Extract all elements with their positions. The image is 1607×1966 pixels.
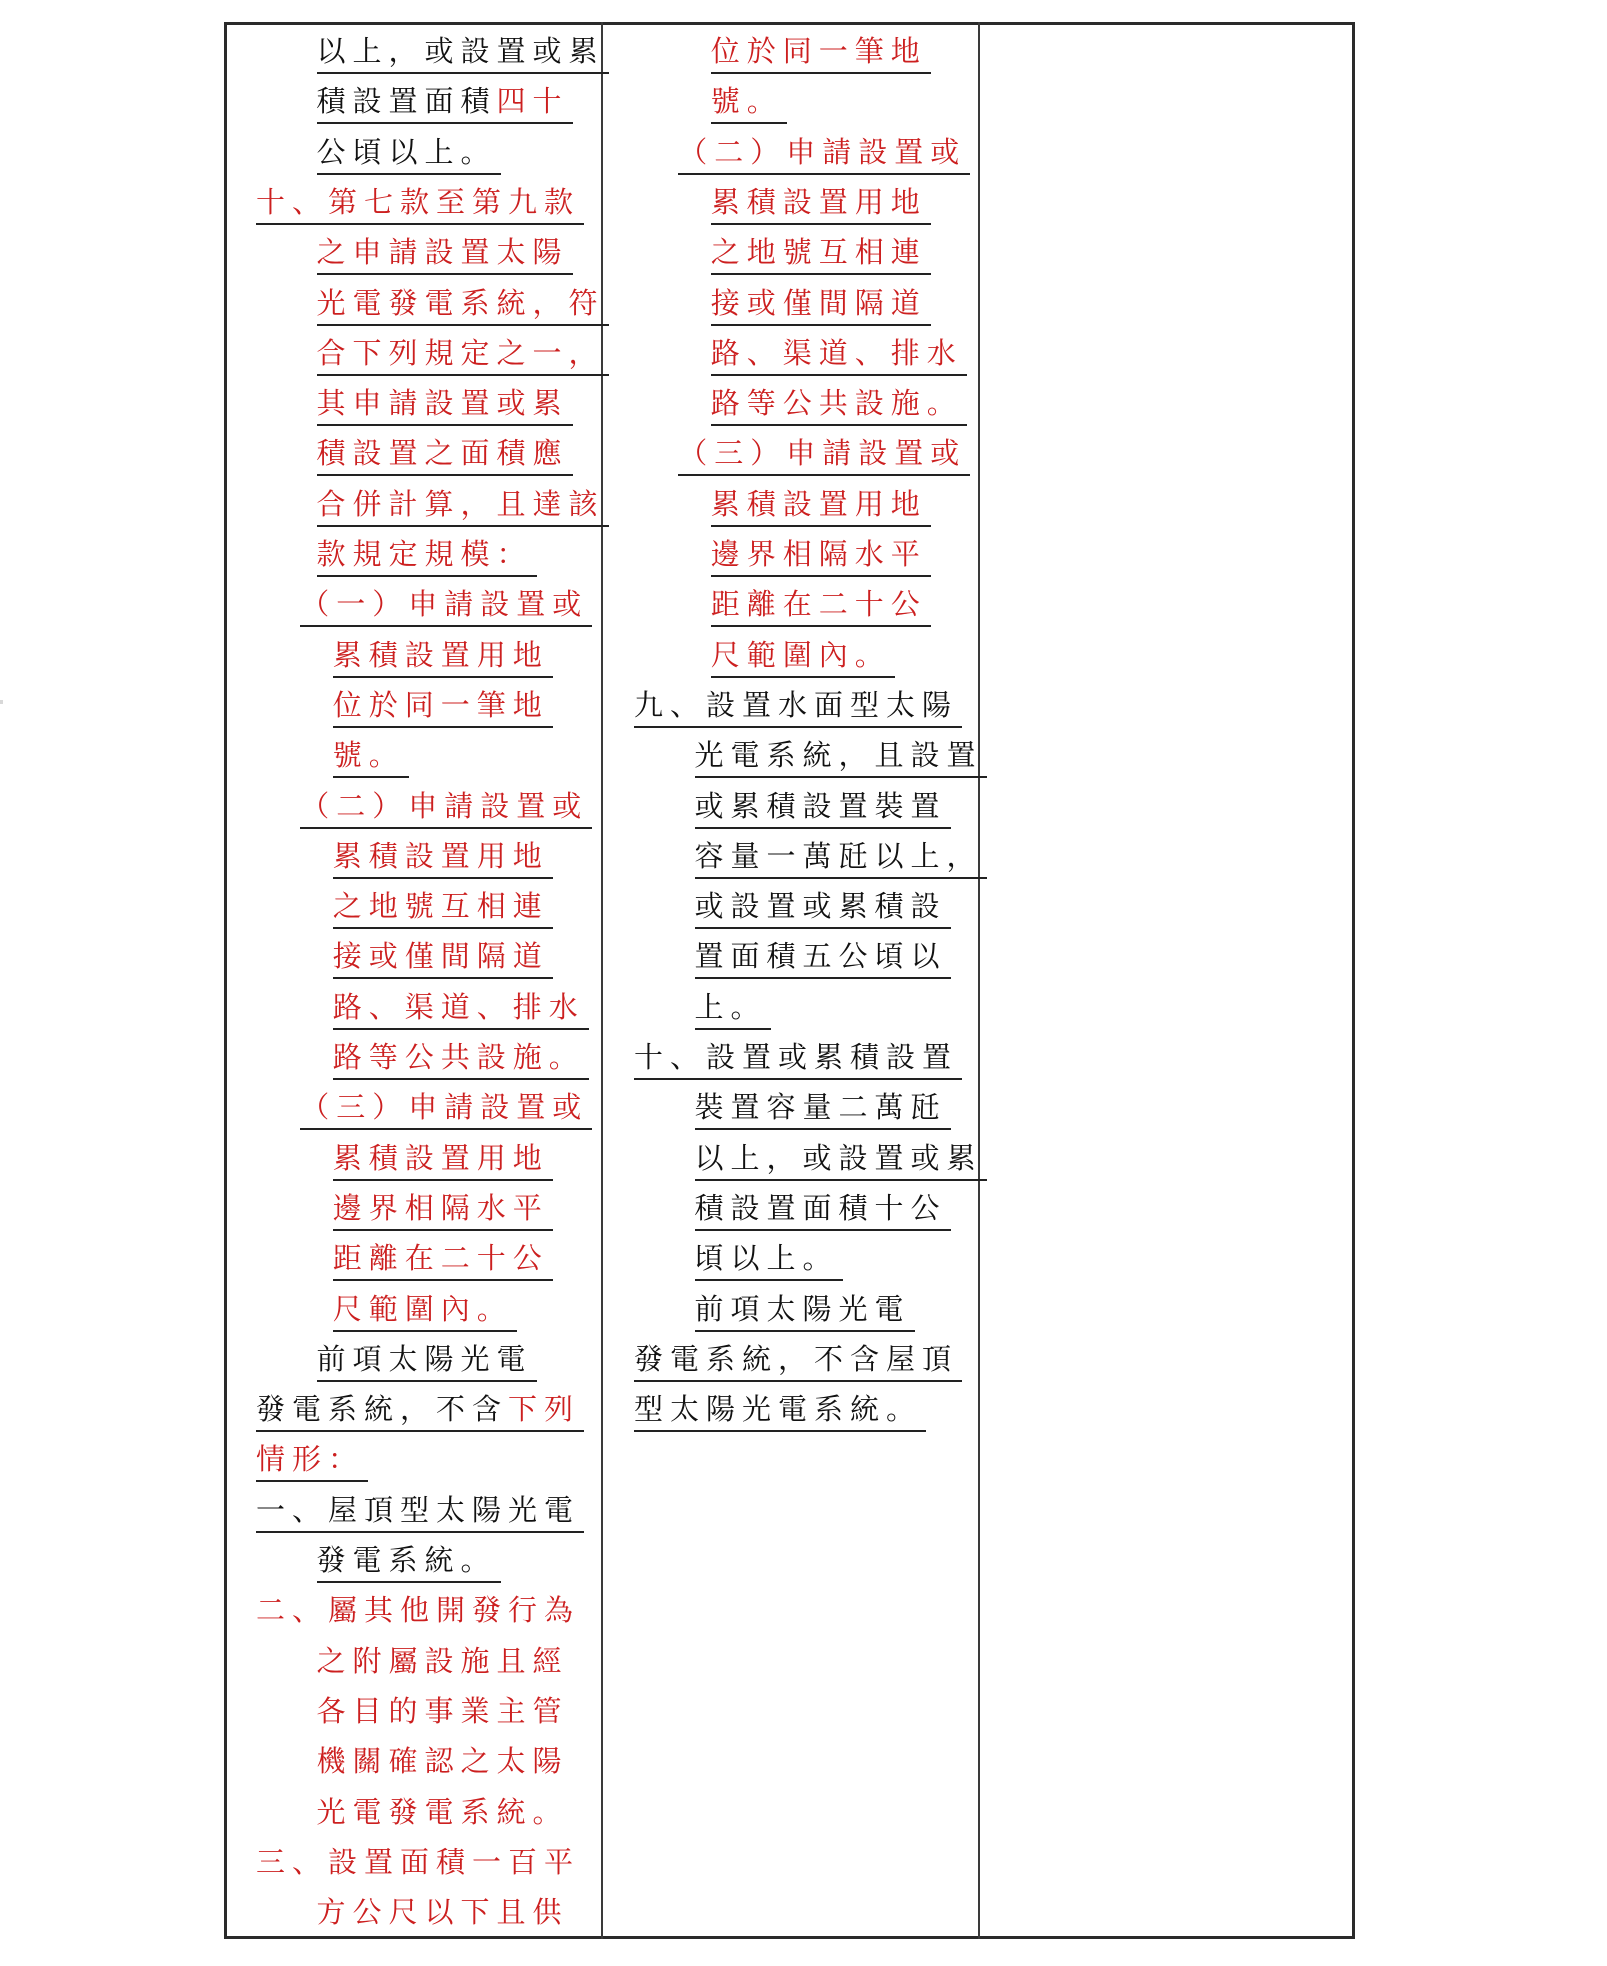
text-line: 情形： bbox=[256, 1440, 368, 1482]
text-line: 發電系統，不含屋頂 bbox=[634, 1340, 962, 1382]
text-line: 尺範圍內。 bbox=[333, 1290, 517, 1332]
text-segment: 四十 bbox=[496, 84, 569, 119]
text-line: 發電系統。 bbox=[317, 1541, 501, 1583]
text-line: 或設置或累積設 bbox=[695, 887, 951, 929]
text-line: 合下列規定之一， bbox=[317, 334, 609, 376]
text-line: 路、渠道、排水 bbox=[711, 334, 967, 376]
text-line: （一）申請設置或 bbox=[300, 585, 592, 627]
text-line: 光電發電系統，符 bbox=[317, 284, 609, 326]
text-line: 尺範圍內。 bbox=[711, 636, 895, 678]
text-line: 十、設置或累積設置 bbox=[634, 1038, 962, 1080]
text-line: 號。 bbox=[333, 736, 409, 778]
text-line: 容量一萬瓩以上， bbox=[695, 837, 987, 879]
text-segment: 發電系統，不含 bbox=[256, 1392, 509, 1427]
text-line: 款規定規模： bbox=[317, 535, 537, 577]
text-line: 累積設置用地 bbox=[333, 837, 553, 879]
text-line: 累積設置用地 bbox=[333, 636, 553, 678]
text-line: 之地號互相連 bbox=[711, 233, 931, 275]
text-line: 邊界相隔水平 bbox=[333, 1189, 553, 1231]
text-line: 接或僅間隔道 bbox=[333, 937, 553, 979]
text-line: 合併計算，且達該 bbox=[317, 485, 609, 527]
text-line: 接或僅間隔道 bbox=[711, 284, 931, 326]
text-segment: 積設置面積 bbox=[316, 84, 497, 119]
text-line: 或累積設置裝置 bbox=[695, 787, 951, 829]
text-line: 各目的事業主管 bbox=[316, 1693, 569, 1728]
text-line: 方公尺以下且供 bbox=[316, 1895, 569, 1930]
text-line: 積設置面積十公 bbox=[695, 1189, 951, 1231]
text-line: 光電系統，且設置 bbox=[695, 736, 987, 778]
text-line: （二）申請設置或 bbox=[300, 787, 592, 829]
text-line: 十、第七款至第九款 bbox=[256, 183, 584, 225]
text-line: 上。 bbox=[695, 988, 771, 1030]
text-line: （二）申請設置或 bbox=[678, 133, 970, 175]
text-line: 九、設置水面型太陽 bbox=[634, 686, 962, 728]
text-line: 機關確認之太陽 bbox=[316, 1744, 569, 1779]
text-line: 累積設置用地 bbox=[711, 183, 931, 225]
text-line: 以上，或設置或累 bbox=[317, 32, 609, 74]
text-line: 一、屋頂型太陽光電 bbox=[256, 1491, 584, 1533]
text-line: 前項太陽光電 bbox=[695, 1290, 915, 1332]
text-line: 光電發電系統。 bbox=[316, 1794, 569, 1829]
text-line: 裝置容量二萬瓩 bbox=[695, 1088, 951, 1130]
text-line bbox=[256, 1390, 584, 1432]
text-line: 位於同一筆地 bbox=[711, 32, 931, 74]
column-divider bbox=[978, 22, 980, 1939]
text-line: 置面積五公頃以 bbox=[695, 937, 951, 979]
text-segment: 下列 bbox=[508, 1392, 581, 1427]
text-line: 積設置之面積應 bbox=[317, 434, 573, 476]
text-line: 累積設置用地 bbox=[711, 485, 931, 527]
text-line: 路等公共設施。 bbox=[333, 1038, 589, 1080]
text-line: 路等公共設施。 bbox=[711, 384, 967, 426]
text-line: 之附屬設施且經 bbox=[316, 1643, 569, 1678]
text-line: 之地號互相連 bbox=[333, 887, 553, 929]
text-line: 號。 bbox=[711, 82, 787, 124]
text-line: 其申請設置或累 bbox=[317, 384, 573, 426]
text-line: 頃以上。 bbox=[695, 1239, 843, 1281]
text-line: 公頃以上。 bbox=[317, 133, 501, 175]
text-line: （三）申請設置或 bbox=[678, 434, 970, 476]
text-line: 累積設置用地 bbox=[333, 1139, 553, 1181]
text-line: 位於同一筆地 bbox=[333, 686, 553, 728]
scan-artifact bbox=[0, 700, 3, 704]
text-line: 之申請設置太陽 bbox=[317, 233, 573, 275]
text-line: 邊界相隔水平 bbox=[711, 535, 931, 577]
text-line: 三、設置面積一百平 bbox=[256, 1844, 581, 1879]
text-line: 型太陽光電系統。 bbox=[634, 1390, 926, 1432]
text-line: 距離在二十公 bbox=[711, 585, 931, 627]
text-line: 二、屬其他開發行為 bbox=[256, 1593, 581, 1628]
text-line: 距離在二十公 bbox=[333, 1239, 553, 1281]
text-line: 前項太陽光電 bbox=[317, 1340, 537, 1382]
text-line: 路、渠道、排水 bbox=[333, 988, 589, 1030]
text-line bbox=[317, 82, 573, 124]
text-line: 以上，或設置或累 bbox=[695, 1139, 987, 1181]
text-line: （三）申請設置或 bbox=[300, 1088, 592, 1130]
